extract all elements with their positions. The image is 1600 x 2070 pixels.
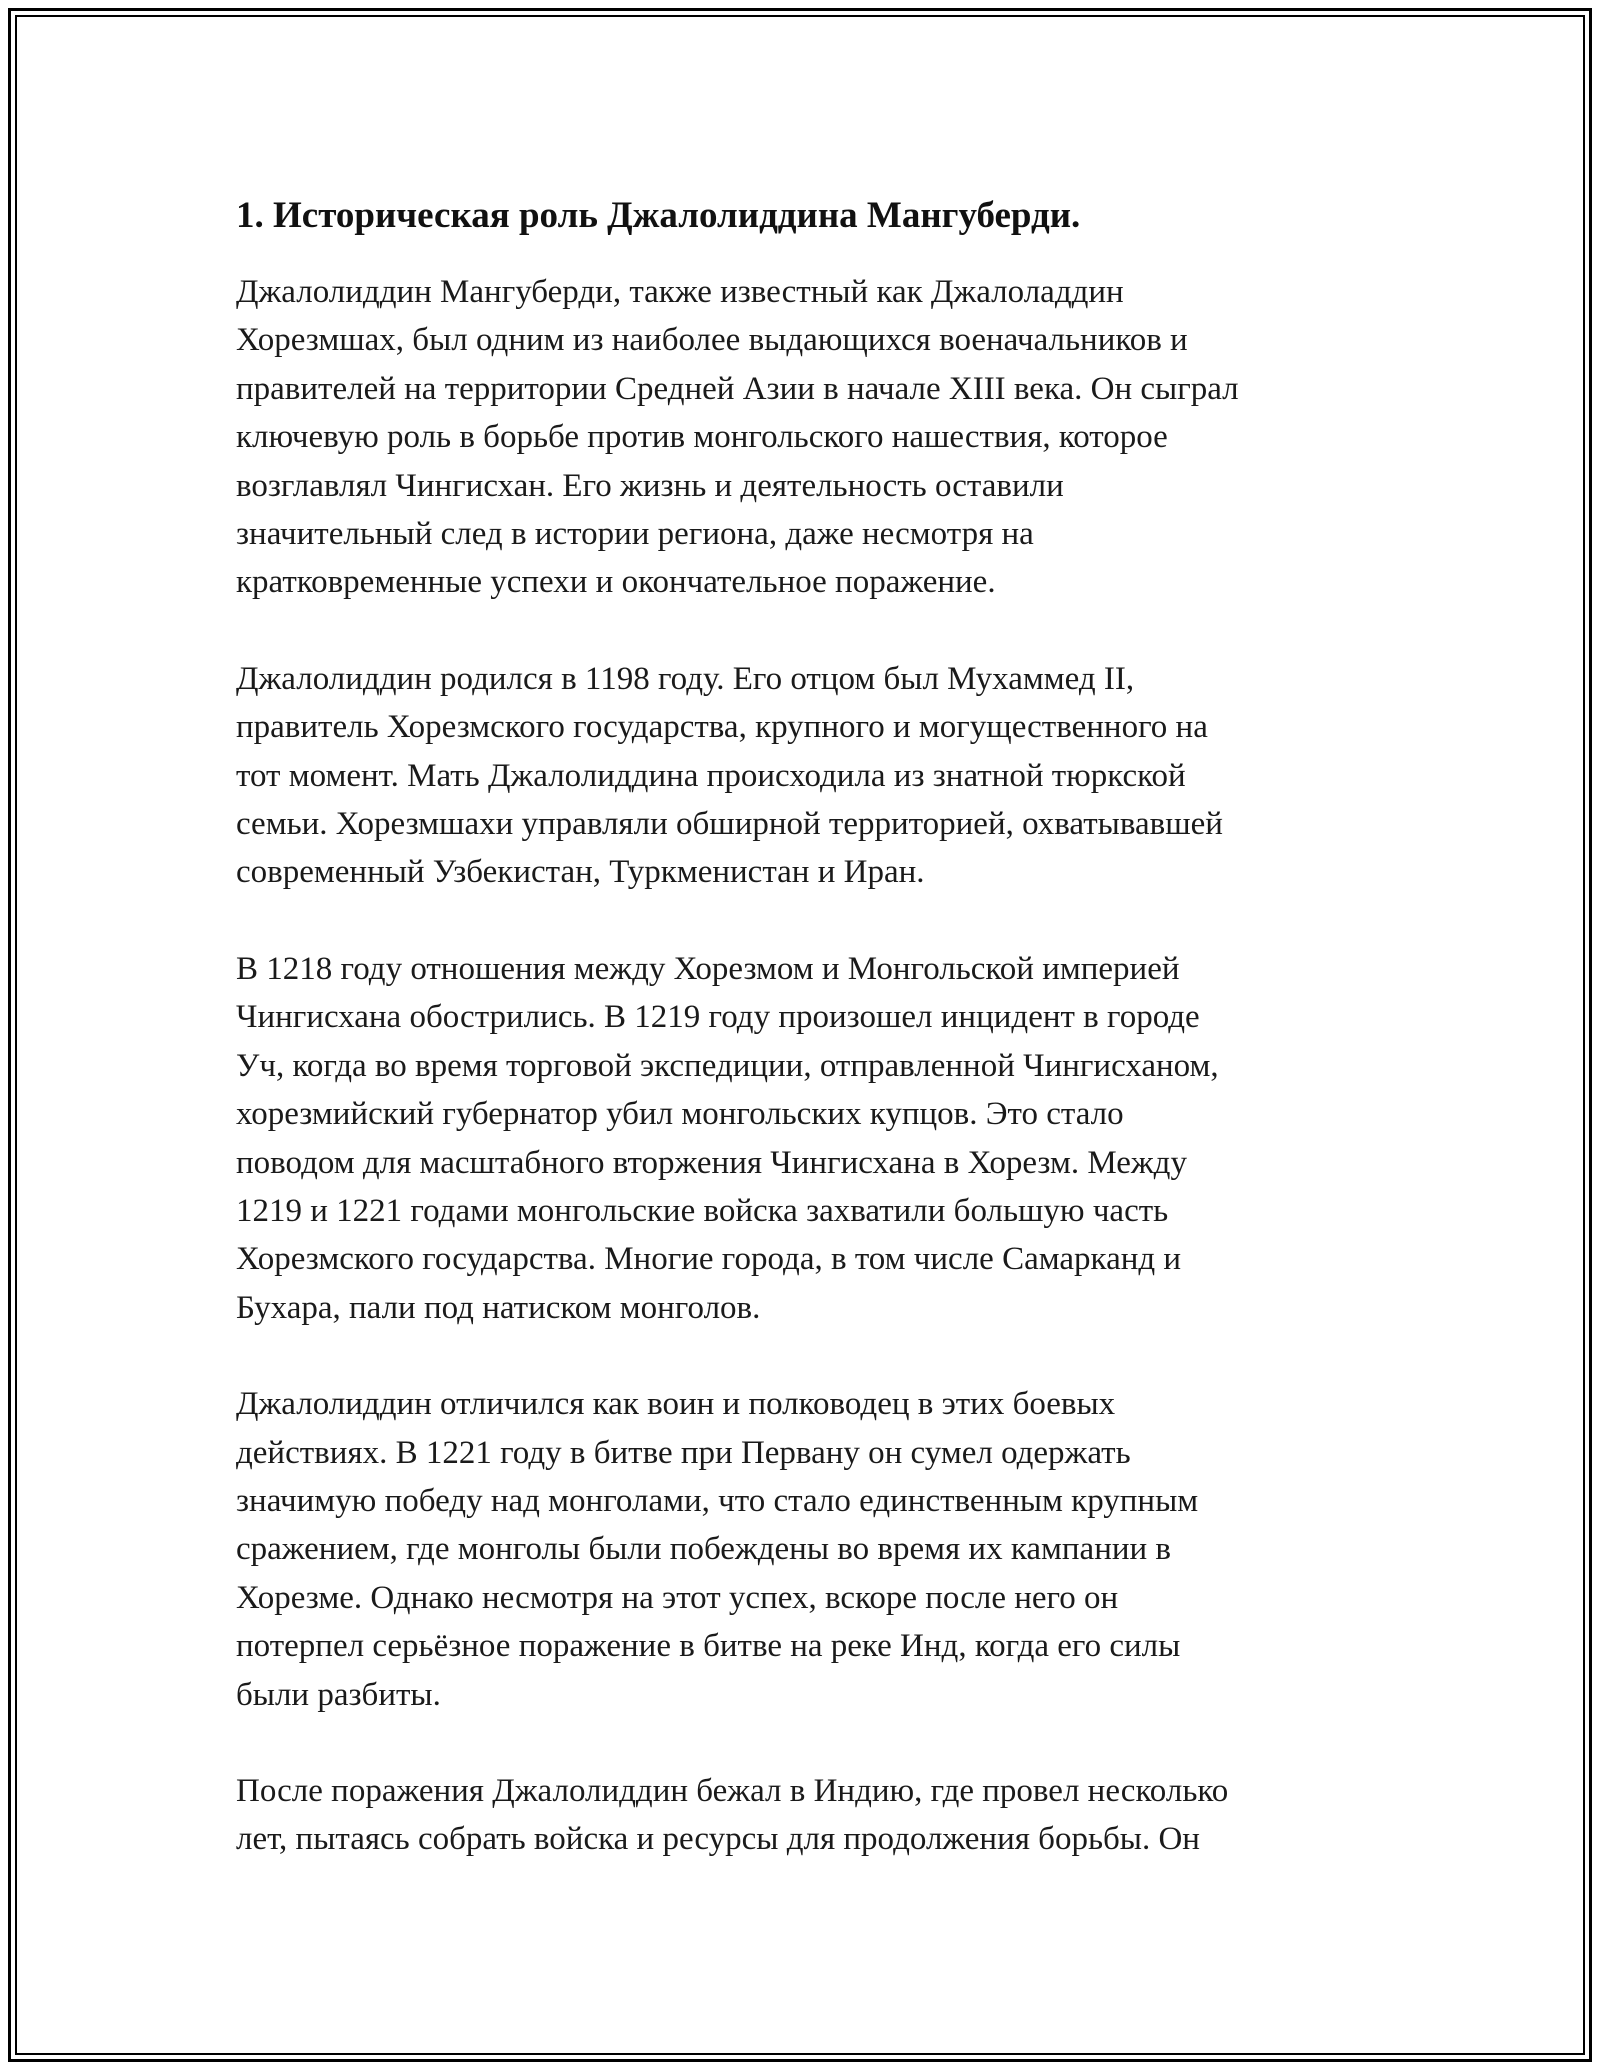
paragraph-5: После поражения Джалолиддин бежал в Индию, где провел несколько лет, пытаясь собрать войска и ресурсы для продолжения борьбы. Он [236, 1772, 1229, 1858]
document-title: 1. Историческая роль Джалолиддина Мангуберди. [236, 195, 1081, 236]
paragraph-2: Джалолиддин родился в 1198 году. Его отцом был Мухаммед II, правитель Хорезмского государства, крупного и могущественного на тот момент. Мать Джалолиддина происходила из знатной тюркской семьи. Хорезмшахи управляли обширной территорией, охватывавшей современный Узбекистан, Туркменистан и Иран. [236, 660, 1223, 891]
paragraph-1: Джалолиддин Мангуберди, также известный как Джалоладдин Хорезмшах, был одним из наиболее выдающихся военачальников и правителей на территории Средней Азии в начале XIII века. Он сыграл ключевую роль в борьбе против монгольского нашествия, которое возглавлял Чингисхан. Его жизнь и деятельность оставили значительный след в истории региона, даже несмотря на кратковременные успехи и окончательное поражение. [236, 274, 1239, 601]
paragraph-4: Джалолиддин отличился как воин и полководец в этих боевых действиях. В 1221 году в битве при Первану он сумел одержать значимую победу над монголами, что стало единственным крупным сражением, где монголы были побеждены во время их кампании в Хорезме. Однако несмотря на этот успех, вскоре после него он потерпел серьёзное поражение в битве на реке Инд, когда его силы были разбиты. [236, 1386, 1199, 1713]
document-body [236, 186, 1366, 1912]
paragraph-3: В 1218 году отношения между Хорезмом и Монгольской империей Чингисхана обострились. В 1219 году произошел инцидент в городе Уч, когда во время торговой экспедиции, отправленной Чингисханом, хорезмийский губернатор убил монгольских купцов. Это стало поводом для масштабного вторжения Чингисхана в Хорезм. Между 1219 и 1221 годами монгольские войска захватили большую часть Хорезмского государства. Многие города, в том числе Самарканд и Бухара, пали под натиском монголов. [236, 950, 1219, 1326]
